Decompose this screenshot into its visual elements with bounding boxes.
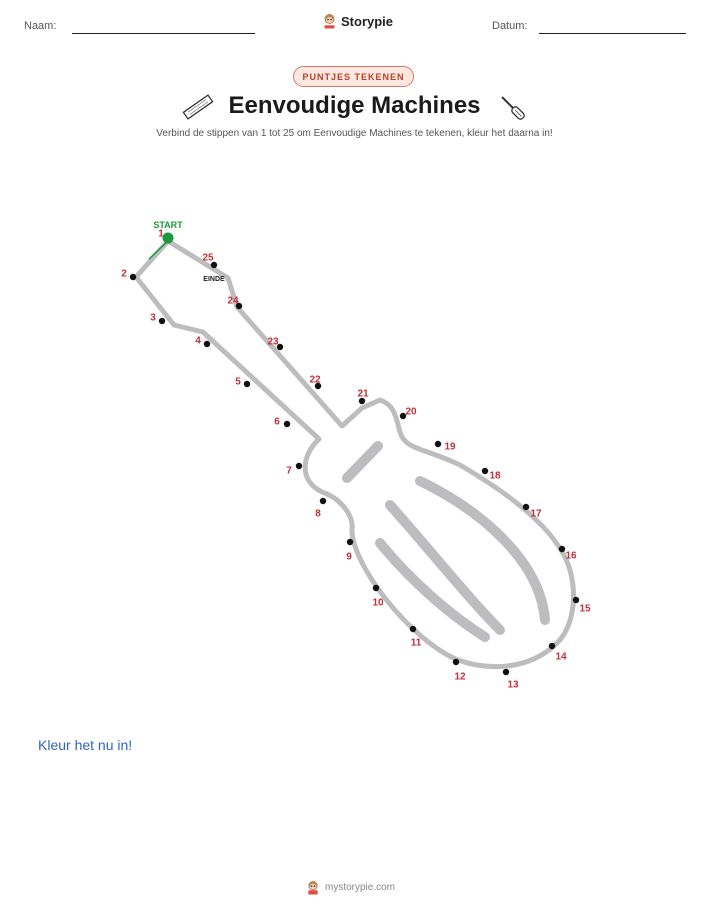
dot-6[interactable] <box>284 421 290 427</box>
date-label: Datum: <box>492 20 528 32</box>
start-label: START <box>153 220 183 230</box>
dot-label-13: 13 <box>507 679 519 691</box>
dot-14[interactable] <box>549 643 555 649</box>
dot-5[interactable] <box>244 381 250 387</box>
dot-label-14: 14 <box>555 651 567 663</box>
page-title: Eenvoudige Machines <box>228 92 481 119</box>
dot-2[interactable] <box>130 274 136 280</box>
start-dot[interactable] <box>163 233 174 244</box>
activity-badge: PUNTJES TEKENEN <box>293 66 414 87</box>
end-label: EINDE <box>203 276 225 283</box>
dot-8[interactable] <box>320 498 326 504</box>
name-label: Naam: <box>24 20 57 32</box>
dot-15[interactable] <box>573 597 579 603</box>
dot-label-8: 8 <box>315 508 321 520</box>
dot-label-11: 11 <box>410 637 422 649</box>
dot-label-12: 12 <box>454 671 466 683</box>
color-it-prompt: Kleur het nu in! <box>38 737 133 753</box>
dot-7[interactable] <box>296 463 302 469</box>
dot-label-19: 19 <box>444 441 456 453</box>
dot-label-16: 16 <box>565 550 577 562</box>
dot-18[interactable] <box>482 468 488 474</box>
dot-label-21: 21 <box>357 388 369 400</box>
brand-name: Storypie <box>341 13 394 29</box>
dot-label-7: 7 <box>286 465 292 477</box>
dot-label-3: 3 <box>150 312 156 324</box>
footer-url: mystorypie.com <box>325 882 396 893</box>
dot-13[interactable] <box>503 669 509 675</box>
dot-9[interactable] <box>347 539 353 545</box>
dot-label-2: 2 <box>121 268 127 280</box>
dot-11[interactable] <box>410 626 416 632</box>
dot-12[interactable] <box>453 659 459 665</box>
dot-label-15: 15 <box>579 603 591 615</box>
dot-label-23: 23 <box>267 336 279 348</box>
dot-label-17: 17 <box>530 508 542 520</box>
start-arrow <box>149 241 168 259</box>
dot-label-25: 25 <box>202 252 214 264</box>
dot-label-4: 4 <box>195 335 201 347</box>
dot-label-18: 18 <box>489 470 501 482</box>
dot-3[interactable] <box>159 318 165 324</box>
dot-4[interactable] <box>204 341 210 347</box>
storypie-logo-icon <box>306 880 320 895</box>
dot-label-20: 20 <box>405 406 417 418</box>
screwdriver-outline <box>136 241 574 667</box>
dot-label-22: 22 <box>309 374 321 386</box>
dot-label-6: 6 <box>274 416 280 428</box>
dot-16[interactable] <box>559 546 565 552</box>
footer <box>306 880 395 895</box>
dot-label-1: 1 <box>158 228 164 240</box>
dot-label-5: 5 <box>235 376 241 388</box>
dot-label-24: 24 <box>227 295 239 307</box>
dot-17[interactable] <box>523 504 529 510</box>
dot-10[interactable] <box>373 585 379 591</box>
dot-19[interactable] <box>435 441 441 447</box>
dot-label-9: 9 <box>346 551 352 563</box>
page-subtitle: Verbind de stippen van 1 tot 25 om Eenvoudige Machines te tekenen, kleur het daarna in! <box>156 128 553 139</box>
dot-label-10: 10 <box>372 597 384 609</box>
